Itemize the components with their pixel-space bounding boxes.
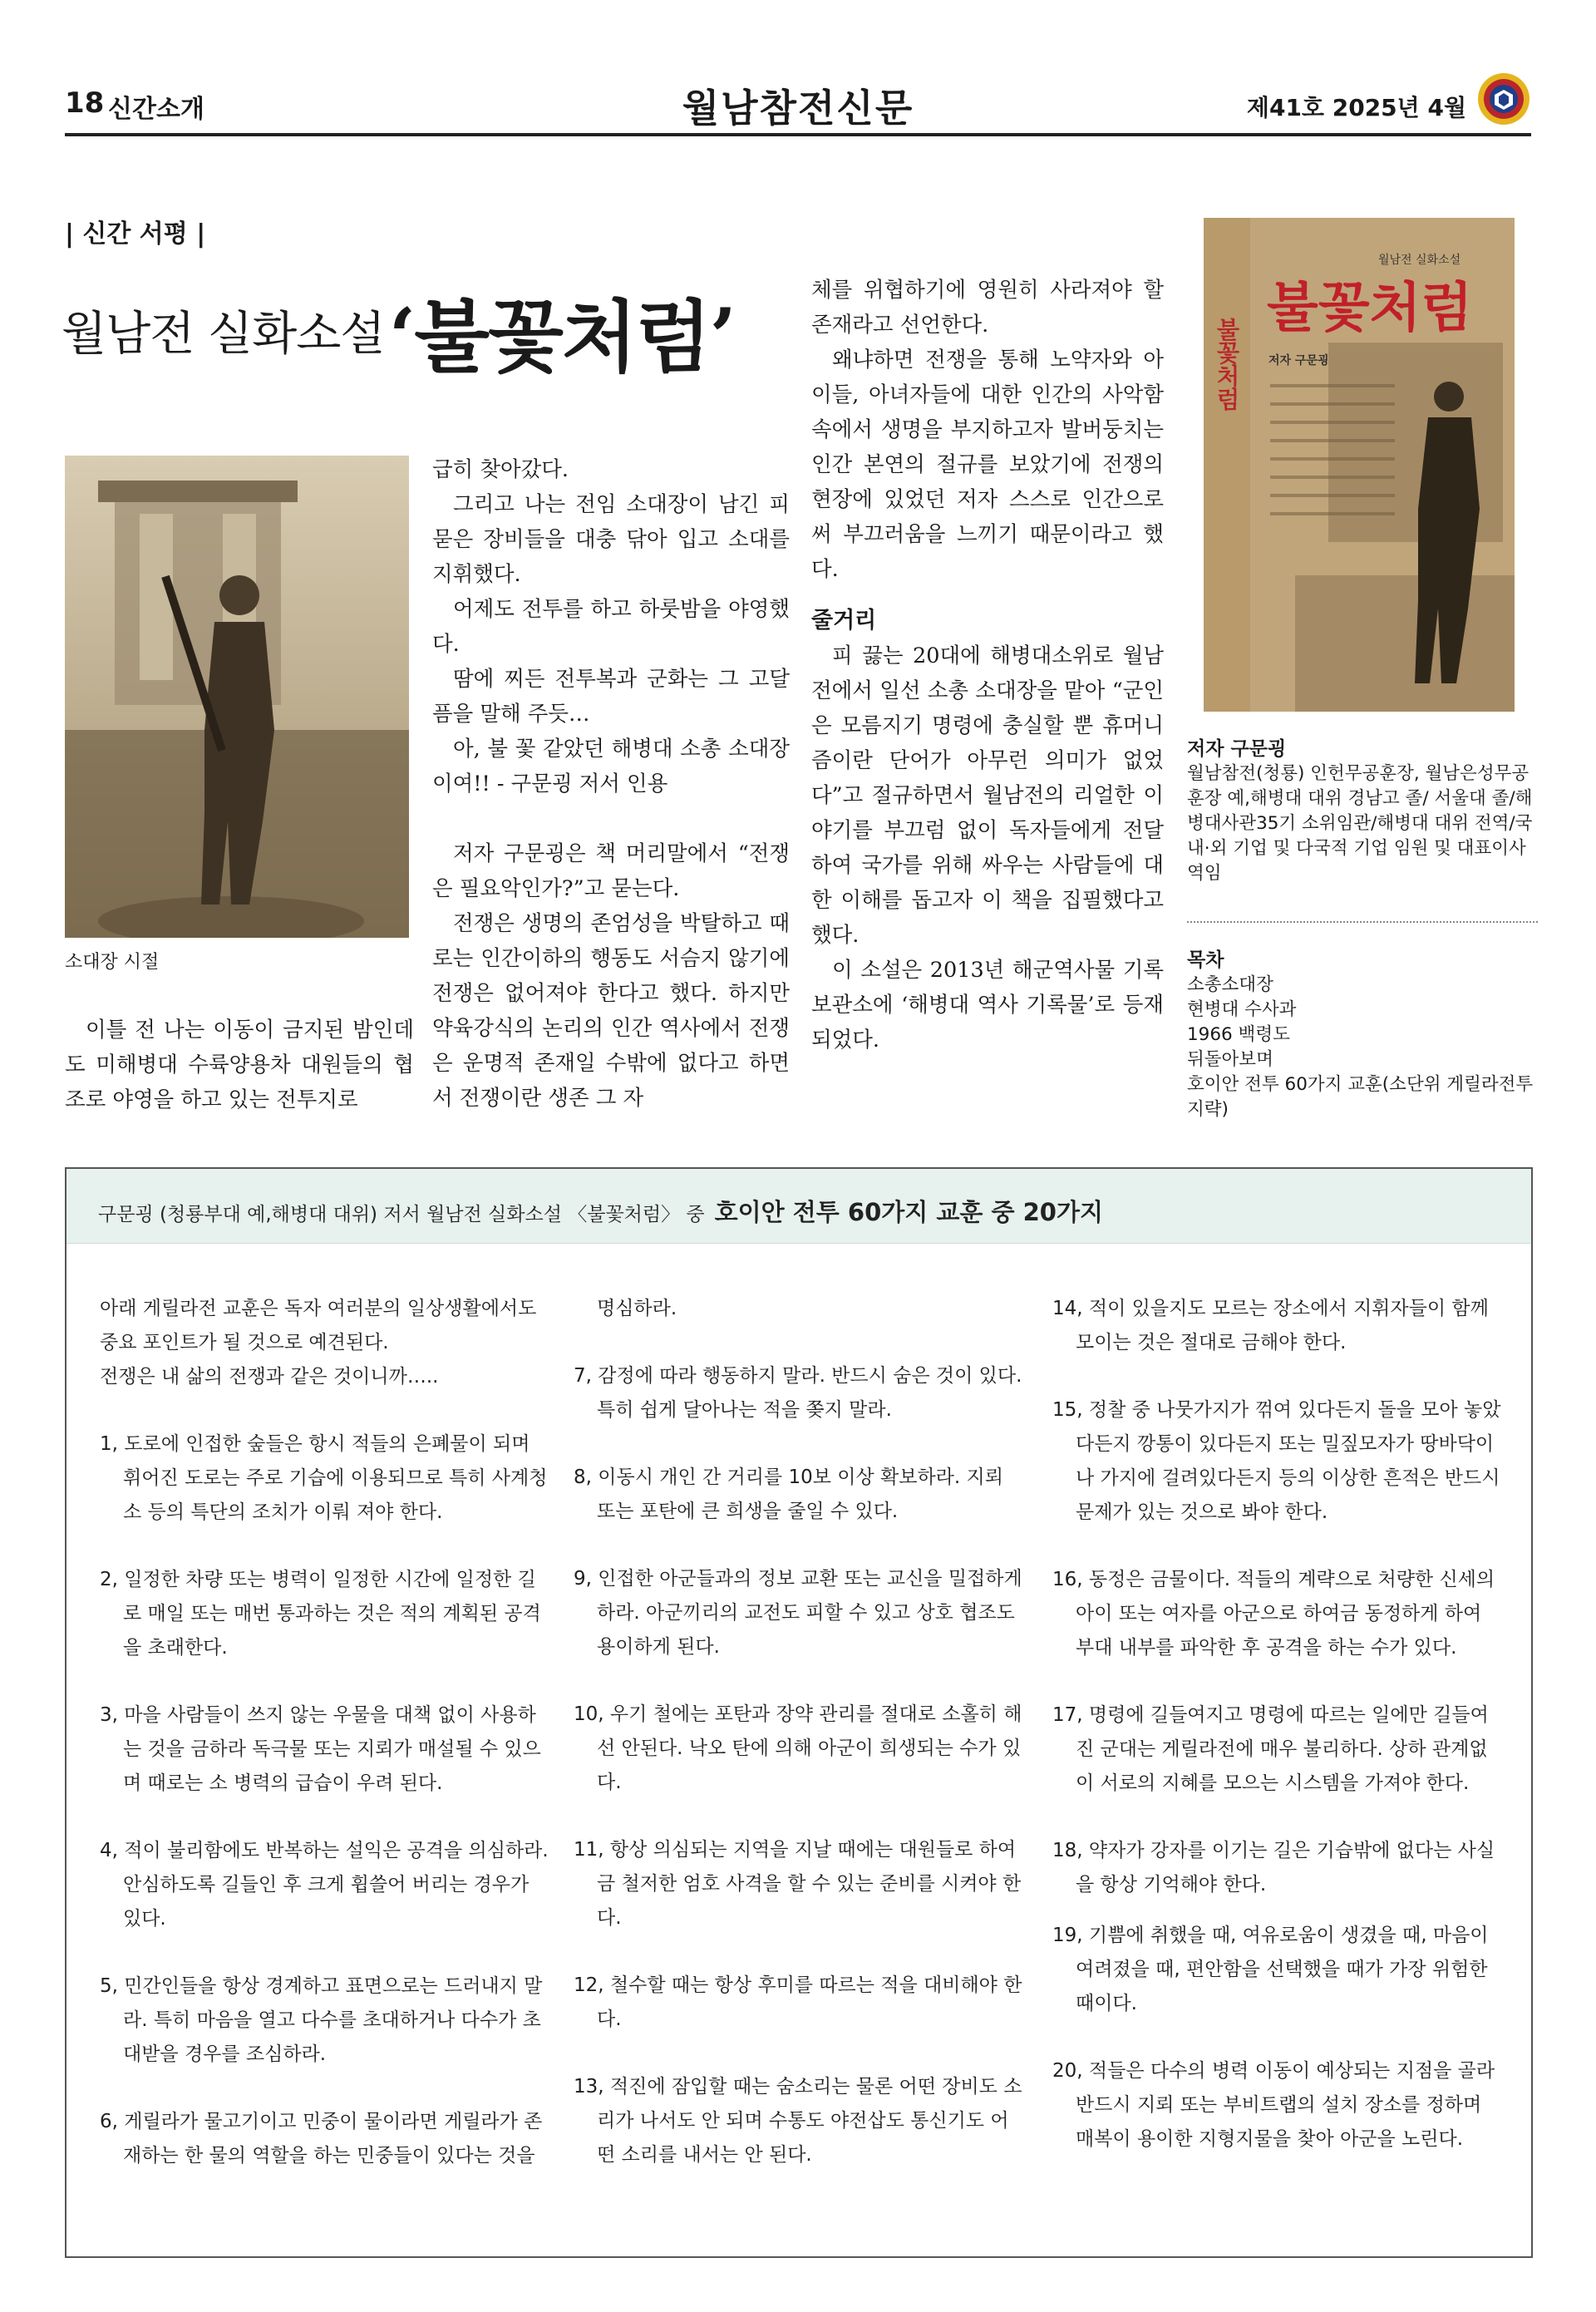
lesson-item: 4, 적이 불리함에도 반복하는 설익은 공격을 의심하라. 안심하도록 길들인 후 크게 휩쓸어 버리는 경우가 있다. <box>100 1840 549 1930</box>
article-column-2 <box>432 452 790 1116</box>
synopsis-heading: 줄거리 <box>811 608 877 633</box>
photo-caption: 소대장 시절 <box>65 952 160 973</box>
lesson-item: 2, 일정한 차량 또는 병력이 일정한 시간에 일정한 길로 매일 또는 매번 통과하는 것은 적의 계획된 공격을 초래한다. <box>100 1569 541 1659</box>
book-title: 불꽃처럼 <box>1267 277 1473 339</box>
headline-lead: 월남전 실화소설 <box>62 307 385 362</box>
lessons-column-3 <box>1052 1292 1505 2157</box>
table-of-contents <box>1187 948 1538 1122</box>
headline-title: ‘불꽃처럼’ <box>388 292 736 383</box>
paragraph: 그리고 나는 전임 소대장이 남긴 피 묻은 장비들을 대충 닦아 입고 소대를 지휘했다. <box>432 492 790 587</box>
lesson-item: 18, 약자가 강자를 이기는 길은 기습밖에 없다는 사실을 항상 기억해야 한다. <box>1052 1840 1495 1895</box>
paragraph: 왜냐하면 전쟁을 통해 노약자와 아이들, 아녀자들에 대한 인간의 사악함 속에서 생명을 부지하고자 발버둥치는 인간 본연의 절규를 보았기에 전쟁의 현장에 있었던 저자 스스로 인간으로써 부끄러움을 느끼기 때문이라고 했다. <box>811 348 1164 582</box>
book-spine-title: 불꽃처럼 <box>1213 318 1241 411</box>
masthead: 월남참전신문 <box>682 86 914 131</box>
lessons-box-label <box>98 1194 1103 1228</box>
lesson-item: 3, 마을 사람들이 쓰지 않는 우물을 대책 없이 사용하는 것을 금하라 독극물 또는 지뢰가 매설될 수 있으며 때로는 소 병력의 급습이 우려 된다. <box>100 1704 541 1794</box>
page-number: 18 <box>65 86 105 120</box>
header-rule <box>65 133 1531 136</box>
article-column-1 <box>65 1013 414 1117</box>
paragraph: 체를 위협하기에 영원히 사라져야 할 존재라고 선언한다. <box>811 278 1164 338</box>
issue-info: 제41호 2025년 4월 <box>1246 94 1466 121</box>
lesson-item: 8, 이동시 개인 간 거리를 10보 이상 확보하라. 지뢰 또는 포탄에 큰 희생을 줄일 수 있다. <box>574 1467 1003 1522</box>
lesson-item: 20, 적들은 다수의 병력 이동이 예상되는 지점을 골라 반드시 지뢰 또는 부비트랩의 설치 장소를 정하며 매복이 용이한 지형지물을 찾아 아군을 노린다. <box>1052 2060 1495 2150</box>
veterans-emblem-icon <box>1476 71 1531 126</box>
lesson-item: 10, 우기 철에는 포탄과 장약 관리를 절대로 소홀히 해선 안된다. 낙오 탄에 의해 아군이 희생되는 수가 있다. <box>574 1703 1022 1793</box>
book-author: 저자 구문굉 <box>1268 354 1329 367</box>
contents-item: 1966 백령도 <box>1187 1024 1290 1045</box>
paragraph: 전쟁은 생명의 존엄성을 박탈하고 때로는 인간이하의 행동도 서슴지 않기에 전쟁은 없어져야 한다고 했다. 하지만 약육강식의 논리의 인간 역사에서 전쟁은 운명적 존재일 수밖에 없다고 하면서 전쟁이란 생존 그 자 <box>432 911 790 1111</box>
author-info-body: 월남참전(청룡) 인헌무공훈장, 월남은성무공훈장 예,해병대 대위 경남고 졸/ 서울대 졸/해병대사관35기 소위임관/해병대 대위 전역/국내·외 기업 및 다국적 기업 임원 및 대표이사 역임 <box>1187 763 1533 884</box>
book-cover <box>1204 218 1515 712</box>
lesson-item: 1, 도로에 인접한 숲들은 항시 적들의 은폐물이 되며 휘어진 도로는 주로 기습에 이용되므로 특히 사계청소 등의 특단의 조치가 이뤄 져야 한다. <box>100 1433 548 1523</box>
paragraph: 이틀 전 나는 이동이 금지된 밤인데도 미해병대 수륙양용차 대원들의 협조로 야영을 하고 있는 전투지로 <box>65 1018 414 1112</box>
kicker: | 신간 서평 | <box>65 219 206 249</box>
lessons-box-title: 호이안 전투 60가지 교훈 중 20가지 <box>714 1198 1104 1226</box>
lesson-item: 11, 항상 의심되는 지역을 지날 때에는 대원들로 하여금 철저한 엄호 사격을 할 수 있는 준비를 시켜야 한다. <box>574 1839 1022 1929</box>
book-series: 월남전 실화소설 <box>1378 254 1461 267</box>
lesson-item-continued: 명심하라. <box>597 1298 677 1319</box>
lesson-item: 15, 정찰 중 나뭇가지가 꺾여 있다든지 돌을 모아 놓았다든지 깡통이 있다든지 또는 밀짚모자가 땅바닥이나 가지에 걸려있다든지 등의 이상한 흔적은 반드시 문제가 있는 것으로 봐야 한다. <box>1052 1399 1501 1523</box>
paragraph: 땀에 찌든 전투복과 군화는 그 고달픔을 말해 주듯… <box>432 667 790 727</box>
lesson-item: 13, 적진에 잠입할 때는 숨소리는 물론 어떤 장비도 소리가 나서도 안 되며 수통도 야전삽도 통신기도 어떤 소리를 내서는 안 된다. <box>574 2076 1022 2166</box>
contents-item: 현병대 수사과 <box>1187 999 1297 1020</box>
contents-title: 목차 <box>1187 949 1224 971</box>
lessons-intro: 아래 게릴라전 교훈은 독자 여러분의 일상생활에서도 중요 포인트가 될 것으로 예견된다. <box>100 1298 537 1353</box>
lesson-item: 7, 감정에 따라 행동하지 말라. 반드시 숨은 것이 있다. 특히 쉽게 달아나는 적을 쫒지 말라. <box>574 1365 1022 1421</box>
lesson-item: 14, 적이 있을지도 모르는 장소에서 지휘자들이 함께 모이는 것은 절대로 금해야 한다. <box>1052 1298 1489 1353</box>
contents-item: 소총소대장 <box>1187 974 1273 995</box>
contents-item: 호이안 전투 60가지 교훈(소단위 게릴라전투지략) <box>1187 1074 1534 1120</box>
lessons-column-1 <box>100 1292 552 2173</box>
lessons-box <box>65 1167 1533 2258</box>
paragraph: 이 소설은 2013년 해군역사물 기록보관소에 ‘해병대 역사 기록물’로 등재 되었다. <box>811 958 1164 1052</box>
paragraph: 어제도 전투를 하고 하룻밤을 야영했다. <box>432 597 790 657</box>
paragraph: 피 끓는 20대에 해병대소위로 월남전에서 일선 소총 소대장을 맡아 “군인은 모름지기 명령에 충실할 뿐 휴머니즘이란 단어가 아무런 의미가 없었다”고 절규하면서 월남전의 리얼한 이야기를 부끄럼 없이 독자들에게 전달하여 국가를 위해 싸우는 사람들에 대한 이해를 돕고자 이 책을 집필했다고 했다. <box>811 643 1164 948</box>
lesson-item: 9, 인접한 아군들과의 정보 교환 또는 교신을 밀접하게 하라. 아군끼리의 교전도 피할 수 있고 상호 협조도 용이하게 된다. <box>574 1568 1022 1658</box>
platoon-leader-photo <box>65 456 409 938</box>
lesson-item: 5, 민간인들을 항상 경계하고 표면으로는 드러내지 말라. 특히 마음을 열고 다수를 초대하거나 다수가 초대받을 경우를 조심하라. <box>100 1975 543 2065</box>
lessons-box-header <box>66 1169 1531 1244</box>
lesson-item: 12, 철수할 때는 항상 후미를 따르는 적을 대비해야 한다. <box>574 1974 1022 2030</box>
lesson-item: 16, 동정은 금물이다. 적들의 계략으로 처량한 신세의 아이 또는 여자를 아군으로 하여금 동정하게 하여 부대 내부를 파악한 후 공격을 하는 수가 있다. <box>1052 1569 1495 1659</box>
contents-item: 뒤돌아보며 <box>1187 1049 1273 1070</box>
paragraph: 아, 불 꽃 같았던 해병대 소총 소대장이여!! - 구문굉 저서 인용 <box>432 737 790 796</box>
paragraph: 급히 찾아갔다. <box>432 457 569 482</box>
lesson-item: 17, 명령에 길들여지고 명령에 따르는 일에만 길들여진 군대는 게릴라전에 매우 불리하다. 상하 관계없이 서로의 지혜를 모으는 시스템을 가져야 한다. <box>1052 1704 1489 1794</box>
lessons-source: 구문굉 (청룡부대 예,해병대 대위) 저서 월남전 실화소설 〈불꽃처럼〉 중 <box>98 1204 705 1225</box>
side-divider <box>1187 921 1538 923</box>
author-info <box>1187 737 1538 886</box>
headline <box>62 274 735 387</box>
paragraph: 저자 구문굉은 책 머리말에서 “전쟁은 필요악인가?”고 묻는다. <box>432 841 790 901</box>
article-column-3 <box>811 273 1164 1057</box>
lessons-column-2 <box>574 1292 1026 2172</box>
section-name: 신간소개 <box>108 95 204 124</box>
lesson-item: 19, 기쁨에 취했을 때, 여유로움이 생겼을 때, 마음이 여려졌을 때, 편안함을 선택했을 때가 가장 위험한 때이다. <box>1052 1925 1489 2014</box>
lessons-intro: 전쟁은 내 삶의 전쟁과 같은 것이니까….. <box>100 1366 439 1388</box>
lesson-item: 6, 게릴라가 물고기이고 민중이 물이라면 게릴라가 존재하는 한 물의 역할을 하는 민중들이 있다는 것을 <box>100 2111 543 2167</box>
author-info-title: 저자 구문굉 <box>1187 738 1287 760</box>
